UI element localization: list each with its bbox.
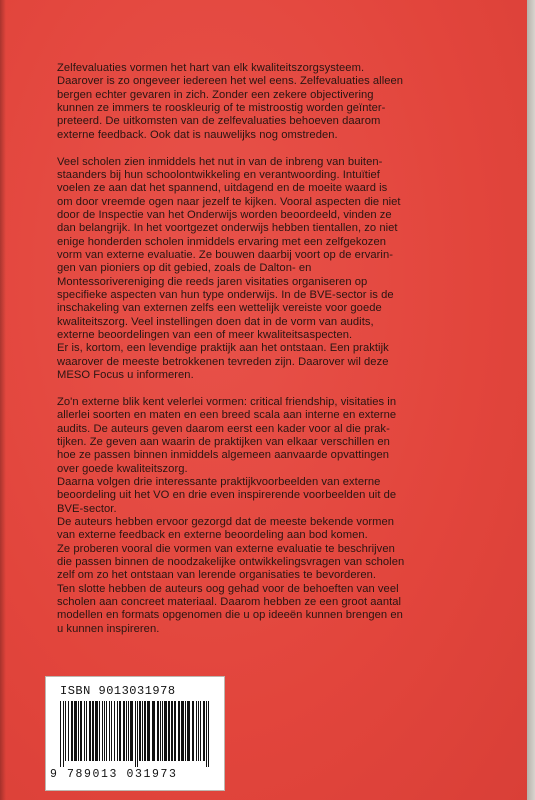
blurb-line: Ten slotte hebben de auteurs oog gehad voor de behoeften van veel	[57, 582, 399, 595]
barcode-label	[45, 676, 225, 791]
blurb-line: BVE-sector.	[57, 502, 117, 515]
blurb-text	[57, 62, 527, 650]
barcode-icon	[58, 701, 212, 767]
blurb-line: externe feedback. Ook dat is nauwelijks nog omstreden.	[57, 128, 338, 141]
blurb-line: kwaliteitszorg. Veel instellingen doen dat in de vorm van audits,	[57, 315, 374, 328]
blurb-line: allerlei soorten en maten en een breed scala aan interne en externe	[57, 409, 397, 422]
blurb-line: inschakeling van externen zelfs een wettelijk vereiste voor goede	[57, 302, 382, 315]
blurb-line: dan belangrijk. In het voortgezet onderwijs hebben tientallen, zo niet	[57, 222, 398, 235]
blurb-line: preteerd. De uitkomsten van de zelfevaluaties behoeven daarom	[57, 115, 381, 128]
blurb-line: zelf om zo het ontstaan van lerende organisaties te bevorderen.	[57, 569, 377, 582]
blurb-line: De auteurs hebben ervoor gezorgd dat de meeste bekende vormen	[57, 516, 395, 528]
blurb-line: bergen echter gevaren in zich. Zonder een zekere objectivering	[57, 88, 374, 101]
page-edge	[527, 0, 535, 800]
blurb-line: externe beoordelingen van een of meer kwaliteitsaspecten.	[57, 329, 353, 342]
blurb-line: Er is, kortom, een levendige praktijk aan het ontstaan. Een praktijk	[57, 342, 389, 355]
blurb-line: specifieke aspecten van hun type onderwijs. In de BVE-sector is de	[57, 289, 394, 301]
blurb-line: beoordeling uit het VO en drie even inspirerende voorbeelden uit de	[57, 489, 397, 502]
blurb-line: audits. De auteurs geven daarom eerst een kader voor al die prak-	[57, 422, 390, 435]
blurb-line: Zelfevaluaties vormen het hart van elk kwaliteitszorgsysteem.	[57, 62, 365, 74]
barcode-digits: 9 789013 031973	[50, 768, 178, 781]
blurb-line: kunnen ze immers te rooskleurig of te mistroostig worden geïnter-	[57, 102, 386, 115]
blurb-line: Montessorivereniging die reeds jaren visitaties organiseren op	[57, 275, 368, 288]
blurb-paragraph-3	[57, 396, 527, 636]
blurb-line: die passen binnen de noodzakelijke ontwikkelingsvragen van scholen	[57, 556, 405, 569]
blurb-line: enige honderden scholen inmiddels ervaring met een zelfgekozen	[57, 235, 386, 248]
blurb-line: tijken. Ze geven aan waarin de praktijken van elkaar verschillen en	[57, 435, 390, 448]
blurb-line: staanders bij hun schoolontwikkeling en verantwoording. Intuïtief	[57, 168, 380, 181]
blurb-line: vorm van externe evaluatie. Ze bouwen daarbij voort op de ervarin-	[57, 248, 393, 261]
blurb-line: om door vreemde ogen naar jezelf te kijken. Vooral aspecten die niet	[57, 195, 401, 208]
blurb-line: door de Inspectie van het Onderwijs worden beoordeeld, vinden ze	[57, 208, 392, 221]
blurb-line: over goede kwaliteitszorg.	[57, 462, 188, 475]
blurb-line: gen van pioniers op dit gebied, zoals de Dalton- en	[57, 262, 312, 275]
blurb-line: MESO Focus u informeren.	[57, 369, 194, 382]
blurb-line: Veel scholen zien inmiddels het nut in van de inbreng van buiten-	[57, 155, 383, 168]
spine-shadow	[0, 0, 6, 800]
blurb-line: scholen aan concreet materiaal. Daarom hebben ze een groot aantal	[57, 596, 402, 609]
blurb-line: hoe ze passen binnen inmiddels algemeen aanvaarde opvattingen	[57, 449, 390, 462]
isbn-text: ISBN 9013031978	[60, 684, 176, 698]
blurb-line: Daarover is zo ongeveer iedereen het wel eens. Zelfevaluaties alleen	[57, 75, 404, 88]
blurb-paragraph-1	[57, 62, 527, 142]
blurb-line: modellen en formats opgenomen die u op ideeën kunnen brengen en	[57, 609, 403, 622]
blurb-line: waarover de meeste betrokkenen tevreden zijn. Daarover wil deze	[57, 355, 389, 368]
blurb-line: u kunnen inspireren.	[57, 622, 160, 635]
blurb-line: Ze proberen vooral die vormen van externe evaluatie te beschrijven	[57, 542, 395, 555]
blurb-line: Zo'n externe blik kent velerlei vormen: critical friendship, visitaties in	[57, 395, 397, 408]
blurb-line: van externe feedback en externe beoordeling aan bod komen.	[57, 529, 368, 542]
blurb-line: Daarna volgen drie interessante praktijkvoorbeelden van externe	[57, 475, 381, 488]
blurb-line: voelen ze aan dat het spannend, uitdagend en de moeite waard is	[57, 182, 388, 195]
blurb-paragraph-2	[57, 156, 527, 383]
